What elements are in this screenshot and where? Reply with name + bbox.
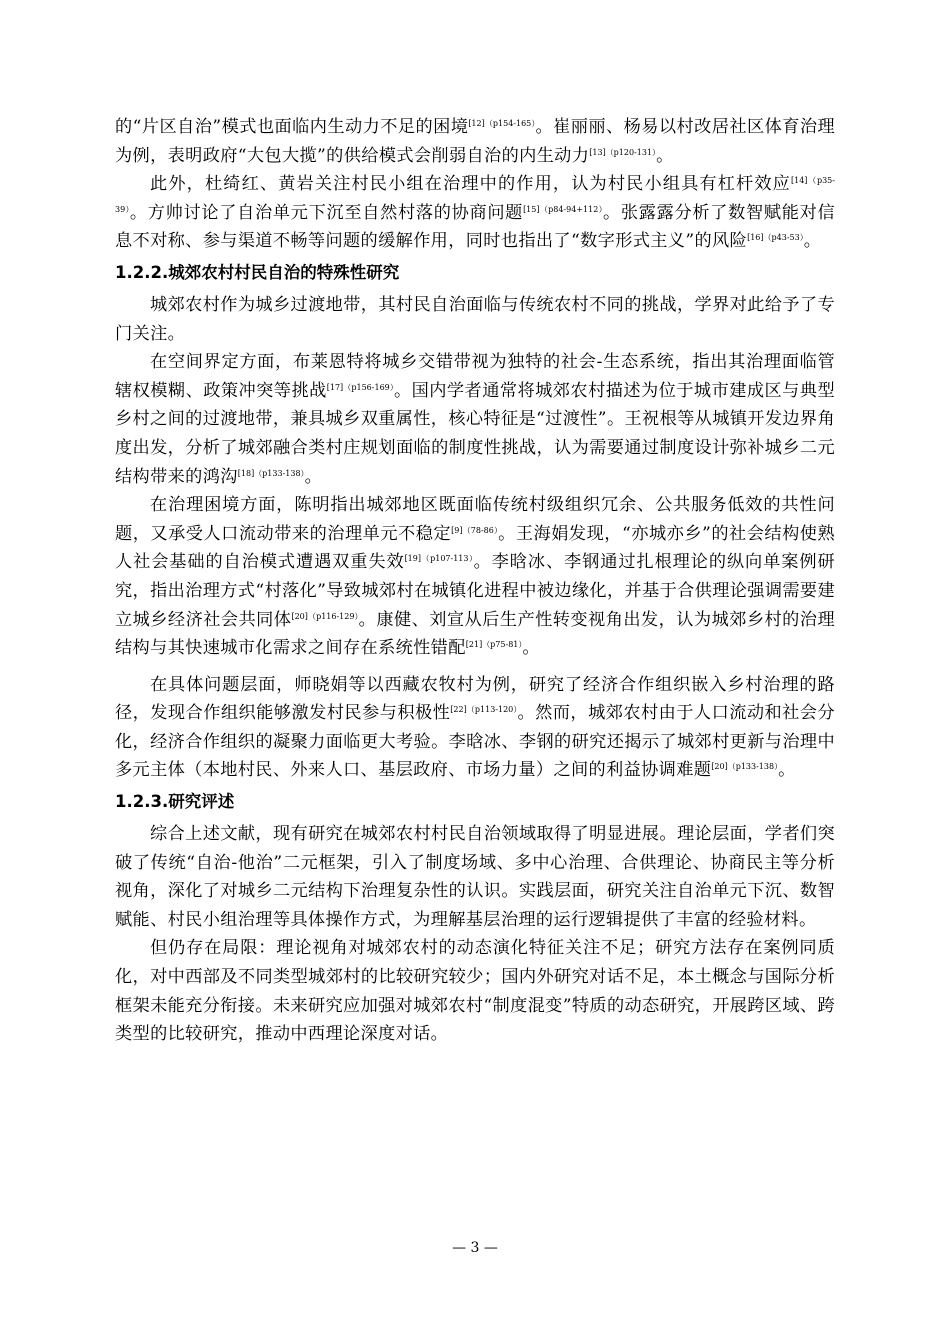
paragraph-text: 。 — [803, 231, 822, 252]
paragraph-2 — [115, 170, 835, 256]
citation-ref: [20]（p116-129） — [291, 611, 359, 621]
document-body — [115, 113, 835, 1049]
paragraph-text: 在具体问题层面，师晓娟等以西藏农牧村为例，研究了经济合作组织嵌入乡村治理的路径，发现合作组织能够激发村民参与积极性 — [115, 674, 835, 724]
citation-ref: [20]（p133-138） — [711, 762, 779, 772]
paragraph-text: 城郊农村作为城乡过渡地带，其村民自治面临与传统农村不同的挑战，学界对此给予了专门关注。 — [115, 294, 835, 344]
section-heading-1-2-3: 1.2.3.研究评述 — [115, 792, 235, 812]
paragraph-text: 。 — [656, 145, 674, 166]
citation-ref: [14]（p35-39） — [115, 176, 835, 214]
citation-ref: [9]（78-86） — [451, 525, 499, 535]
citation-ref: [16]（p43-53） — [747, 233, 804, 243]
paragraph-text: 。张露露分析了数智赋能对信息不对称、参与渠道不畅等问题的缓解作用，同时也指出了“数字形式主义”的风险 — [115, 202, 835, 252]
paragraph-text: 。方帅讨论了自治单元下沉至自然村落的协商问题 — [129, 202, 524, 223]
paragraph-text: 但仍存在局限：理论视角对城郊农村的动态演化特征关注不足；研究方法存在案例同质化，对中西部及不同类型城郊村的比较研究较少；国内外研究对话不足，本土概念与国际分析框架未能充分衔接。未来研究应加强对城郊农村“制度混变”特质的动态研究，开展跨区域、跨类型的比较研究，推动中西理论深度对话。 — [115, 938, 835, 1045]
citation-ref: [21]（p75-81） — [465, 640, 523, 650]
paragraph-text: 。 — [304, 466, 323, 487]
paragraph-spacer — [115, 663, 835, 671]
citation-ref: [15]（p84-94+112） — [523, 204, 603, 214]
paragraph-text: 的“片区自治”模式也面临内生动力不足的困境 — [115, 117, 469, 137]
paragraph-text: 。国内学者通常将城郊农村描述为位于城市建成区与典型乡村之间的过渡地带，兼具城乡双重属性，核心特征是“过渡性”。王祝根等从城镇开发边界角度出发，分析了城郊融合类村庄规划面临的制度性挑战，认为需要通过制度设计弥补城乡二元结构带来的鸿沟 — [115, 380, 835, 487]
citation-ref: [18]（p133-138） — [237, 468, 305, 478]
section-heading-1-2-2: 1.2.2.城郊农村村民自治的特殊性研究 — [115, 262, 400, 282]
paragraph-text: 综合上述文献，现有研究在城郊农村村民自治领域取得了明显进展。理论层面，学者们突破了传统“自治-他治”二元框架，引入了制度场域、多中心治理、合供理论、协商民主等分析视角，深化了对城乡二元结构下治理复杂性的认识。实践层面，研究关注自治单元下沉、数智赋能、村民小组治理等具体操作方式，为理解基层治理的运行逻辑提供了丰富的经验材料。 — [115, 824, 835, 930]
paragraph-text: 。李晗冰、李钢通过扎根理论的纵向单案例研究，指出治理方式“村落化”导致城郊村在城镇化进程中被边缘化，并基于合供理论强调需要建立城乡经济社会共同体 — [115, 552, 835, 630]
page-number: — 3 — — [452, 1240, 498, 1256]
paragraph-text: 。 — [522, 638, 540, 659]
citation-ref: [13]（p120-131） — [589, 147, 657, 157]
paragraph-8 — [115, 934, 835, 1048]
citation-ref: [22]（p113-120） — [450, 705, 518, 715]
paragraph-1 — [115, 113, 835, 170]
citation-ref: [19]（p107-113） — [404, 554, 474, 564]
paragraph-3 — [115, 291, 835, 348]
paragraph-text: 在治理困境方面，陈明指出城郊地区既面临传统村级组织冗余、公共服务低效的共性问题，又承受人口流动带来的治理单元不稳定 — [115, 495, 835, 544]
citation-ref: [12]（p154-165） — [468, 119, 536, 128]
paragraph-text: 此外，杜绮红、黄岩关注村民小组在治理中的作用，认为村民小组具有杠杆效应 — [150, 174, 791, 195]
paragraph-text: 。崔丽丽、杨易以村改居社区体育治理为例，表明政府“大包大揽”的供给模式会削弱自治的内生动力 — [115, 117, 835, 166]
paragraph-text: 。然而，城郊农村由于人口流动和社会分化，经济合作组织的凝聚力面临更大考验。李晗冰、李钢的研究还揭示了城郊村更新与治理中多元主体（本地村民、外来人口、基层政府、市场力量）之间的利益协调难题 — [115, 703, 835, 781]
paragraph-text: 。 — [778, 760, 796, 781]
paragraph-text: 。王海娟发现，“亦城亦乡”的社会结构使熟人社会基础的自治模式遭遇双重失效 — [115, 523, 835, 573]
paragraph-text: 。康健、刘宣从后生产性转变视角出发，认为城郊乡村的治理结构与其快速城市化需求之间存在系统性错配 — [115, 609, 835, 659]
paragraph-6 — [115, 671, 835, 785]
paragraph-7 — [115, 820, 835, 934]
paragraph-text: 在空间界定方面，布莱恩特将城乡交错带视为独特的社会-生态系统，指出其治理面临管辖权模糊、政策冲突等挑战 — [115, 352, 835, 401]
paragraph-4 — [115, 348, 835, 491]
paragraph-5 — [115, 491, 835, 663]
citation-ref: [17]（p156-169） — [326, 382, 394, 392]
